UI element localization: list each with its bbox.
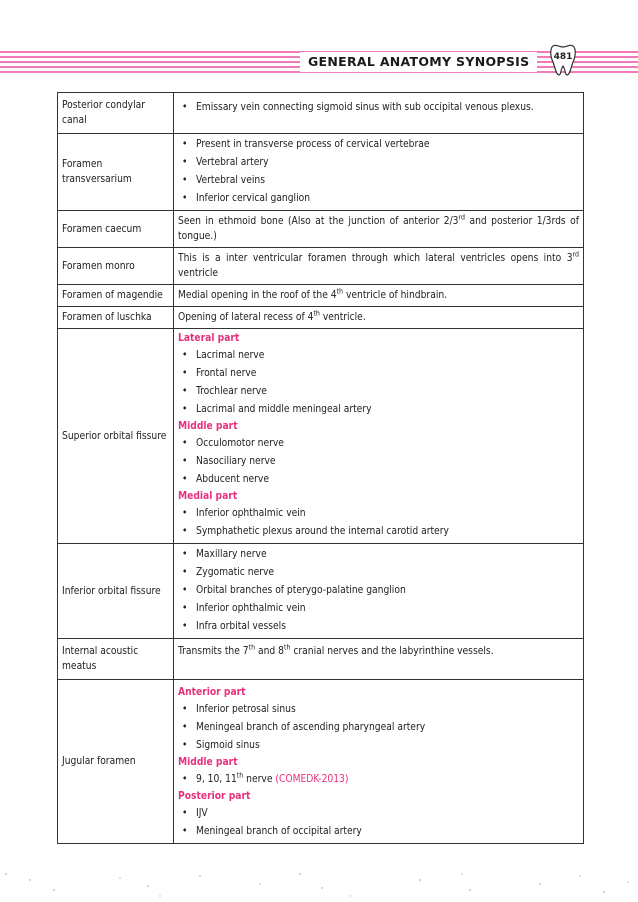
row-label: Internal acoustic meatus <box>58 639 174 680</box>
row-content: Opening of lateral recess of 4th ventricle. <box>174 307 584 329</box>
list-item: • Emissary vein connecting sigmoid sinus with sub occipital venous plexus. <box>196 99 579 117</box>
list-item: • Nasociliary nerve <box>196 453 579 471</box>
list-item: • Abducent nerve <box>196 471 579 489</box>
list-item: • Occulomotor nerve <box>196 435 579 453</box>
page-number: 481 <box>553 52 573 62</box>
list-item: • Symphathetic plexus around the internal carotid artery <box>196 523 579 541</box>
row-label: Superior orbital fissure <box>58 329 174 544</box>
row-label: Foramen monro <box>58 248 174 285</box>
list-item: • Inferior ophthalmic vein <box>196 505 579 523</box>
row-content <box>174 544 584 639</box>
list-item: • Frontal nerve <box>196 365 579 383</box>
table-row <box>58 307 584 329</box>
scan-dots <box>0 870 638 902</box>
row-label: Foramen transversarium <box>58 134 174 211</box>
row-content: This is a inter ventricular foramen through which lateral ventricles opens into 3rd ventricle <box>174 248 584 285</box>
list-item: • Meningeal branch of occipital artery <box>196 823 579 841</box>
row-content: Seen in ethmoid bone (Also at the junction of anterior 2/3rd and posterior 1/3rds of tongue.) <box>174 211 584 248</box>
list-item: • Lacrimal and middle meningeal artery <box>196 401 579 419</box>
list-item: • Trochlear nerve <box>196 383 579 401</box>
table-row <box>58 680 584 844</box>
row-label: Foramen caecum <box>58 211 174 248</box>
list-item: • Orbital branches of pterygo-palatine ganglion <box>196 582 579 600</box>
row-label: Jugular foramen <box>58 680 174 844</box>
list-item: • Sigmoid sinus <box>196 737 579 755</box>
row-content <box>174 93 584 134</box>
list-item: • Lacrimal nerve <box>196 347 579 365</box>
subheading: Lateral part <box>178 333 240 344</box>
row-label: Posterior condylar canal <box>58 93 174 134</box>
row-label: Foramen of magendie <box>58 285 174 307</box>
row-content <box>174 680 584 844</box>
table-row <box>58 93 584 134</box>
list-item: • Vertebral veins <box>196 172 579 190</box>
list-item: • Present in transverse process of cervical vertebrae <box>196 136 579 154</box>
subheading: Posterior part <box>178 791 251 802</box>
row-content <box>174 134 584 211</box>
list-item: • Vertebral artery <box>196 154 579 172</box>
subheading: Anterior part <box>178 687 246 698</box>
table-row <box>58 248 584 285</box>
list-item: • Maxillary nerve <box>196 546 579 564</box>
subheading: Middle part <box>178 757 238 768</box>
list-item: • 9, 10, 11th nerve (COMEDK-2013) <box>196 771 579 789</box>
table-row <box>58 639 584 680</box>
list-item: • Meningeal branch of ascending pharyngeal artery <box>196 719 579 737</box>
row-label: Foramen of luschka <box>58 307 174 329</box>
table-row <box>58 134 584 211</box>
table-row <box>58 544 584 639</box>
subheading: Medial part <box>178 491 238 502</box>
row-content <box>174 329 584 544</box>
list-item: • Inferior ophthalmic vein <box>196 600 579 618</box>
subheading: Middle part <box>178 421 238 432</box>
header-title: GENERAL ANATOMY SYNOPSIS <box>300 52 537 72</box>
exam-reference: (COMEDK-2013) <box>275 774 349 785</box>
list-item: • Inferior petrosal sinus <box>196 701 579 719</box>
list-item: • Zygomatic nerve <box>196 564 579 582</box>
row-content: Transmits the 7th and 8th cranial nerves and the labyrinthine vessels. <box>174 639 584 680</box>
list-item: • Infra orbital vessels <box>196 618 579 636</box>
row-content: Medial opening in the roof of the 4th ventricle of hindbrain. <box>174 285 584 307</box>
list-item: • IJV <box>196 805 579 823</box>
list-item: • Inferior cervical ganglion <box>196 190 579 208</box>
row-label: Inferior orbital fissure <box>58 544 174 639</box>
table-row <box>58 329 584 544</box>
foramina-table <box>57 92 584 844</box>
table-row <box>58 211 584 248</box>
table-row <box>58 285 584 307</box>
